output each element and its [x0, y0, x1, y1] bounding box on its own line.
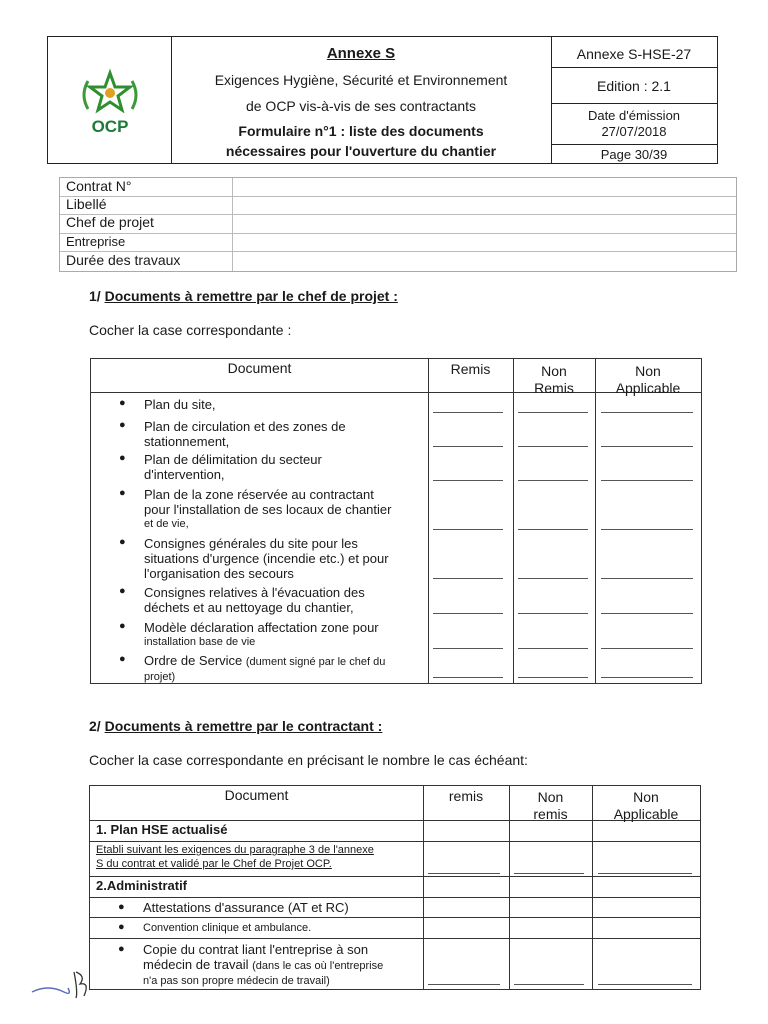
col2-non-applicable: [592, 789, 700, 823]
col2-document: Document: [224, 787, 289, 803]
col2-na-line1: Non: [633, 789, 659, 805]
bullet: ●: [119, 397, 126, 409]
section1-table: [90, 358, 702, 684]
list-item: Consignes relatives à l'évacuation des déchets et au nettoyage du chantier,: [144, 585, 365, 615]
field-chef-projet: Chef de projet: [66, 214, 154, 230]
list-item: Ordre de Service (dument signé par le chef du projet): [144, 653, 386, 683]
bullet: ●: [119, 536, 126, 548]
field-entreprise: Entreprise: [66, 234, 126, 249]
section2-number: 2/: [89, 718, 101, 734]
col-non-remis-line1: Non: [541, 363, 567, 379]
list-item: Plan de circulation et des zones de stationnement,: [144, 419, 346, 449]
col-non-applicable: [595, 363, 701, 397]
page-number: Page 30/39: [600, 147, 668, 162]
list-item: Plan de la zone réservée au contractant pour l'installation de ses locaux de chantier et de vie,: [144, 487, 392, 530]
header-subtitle-1: Exigences Hygiène, Sécurité et Environnement: [214, 72, 508, 88]
field-contrat: Contrat N°: [66, 178, 132, 194]
edition-label: Edition : 2.1: [597, 78, 671, 94]
list-item: Attestations d'assurance (AT et RC): [143, 900, 349, 915]
col-remis: Remis: [450, 361, 491, 377]
field-libelle: Libellé: [66, 196, 107, 212]
col2-non-remis: [509, 789, 592, 823]
date-value: 27/07/2018: [601, 124, 667, 139]
list-item: Copie du contrat liant l'entreprise à son médecin de travail (dans le cas où l'entreprise n'a pas son propre médecin de travail): [143, 942, 384, 987]
ocp-logo: [72, 65, 148, 141]
date-label: Date d'émission: [587, 108, 681, 123]
col-na-line1: Non: [635, 363, 661, 379]
document-reference: Annexe S-HSE-27: [576, 46, 692, 62]
bullet: ●: [119, 620, 126, 632]
logo-text: OCP: [91, 117, 129, 136]
bullet: ●: [119, 487, 126, 499]
document-header: [47, 36, 718, 164]
plan-hse-description: Etabli suivant les exigences du paragraphe 3 de l'annexe S du contrat et validé par le Chef de Projet OCP.: [96, 844, 374, 870]
bullet: ●: [119, 585, 126, 597]
section2-heading: Documents à remettre par le contractant :: [104, 718, 383, 734]
bullet: ●: [119, 452, 126, 464]
form-title-1: Formulaire n°1 : liste des documents: [238, 123, 484, 139]
col2-non-remis-line1: Non: [537, 789, 564, 805]
list-item: Convention clinique et ambulance.: [143, 922, 312, 934]
col2-na-line2: Applicable: [613, 806, 679, 822]
form-title-2: nécessaires pour l'ouverture du chantier: [225, 143, 497, 159]
col2-remis: remis: [448, 788, 484, 804]
field-duree: Durée des travaux: [66, 252, 181, 268]
col-na-line2: Applicable: [615, 380, 681, 396]
header-subtitle-2: de OCP vis-à-vis de ses contractants: [245, 98, 477, 114]
section2-table: [89, 785, 701, 990]
col2-non-remis-line2: remis: [533, 806, 568, 822]
contract-info-table: [59, 177, 737, 272]
section2-title: [89, 718, 382, 734]
list-item: Plan de délimitation du secteur d'intervention,: [144, 452, 322, 482]
group-administratif: 2.Administratif: [96, 878, 188, 893]
bullet: ●: [119, 419, 126, 431]
section1-heading: Documents à remettre par le chef de projet :: [104, 288, 398, 304]
group-plan-hse: 1. Plan HSE actualisé: [96, 822, 228, 837]
col-document: Document: [227, 360, 292, 376]
section1-instruction: Cocher la case correspondante :: [89, 322, 292, 338]
col-non-remis-line2: Remis: [534, 380, 574, 396]
section1-number: 1/: [89, 288, 101, 304]
section1-title: [89, 288, 398, 304]
list-item: Plan du site,: [144, 397, 216, 412]
bullet: ●: [118, 921, 125, 933]
list-item: Consignes générales du site pour les situations d'urgence (incendie etc.) et pour l'organisation des secours: [144, 536, 389, 581]
section2-instruction: Cocher la case correspondante en précisant le nombre le cas échéant:: [89, 752, 528, 768]
col-non-remis: [513, 363, 595, 397]
list-item: Modèle déclaration affectation zone pour installation base de vie: [144, 620, 379, 648]
bullet: ●: [119, 653, 126, 665]
signature-scribble: [28, 962, 108, 1002]
annexe-title: Annexe S: [326, 45, 396, 62]
bullet: ●: [118, 943, 125, 955]
bullet: ●: [118, 901, 125, 913]
